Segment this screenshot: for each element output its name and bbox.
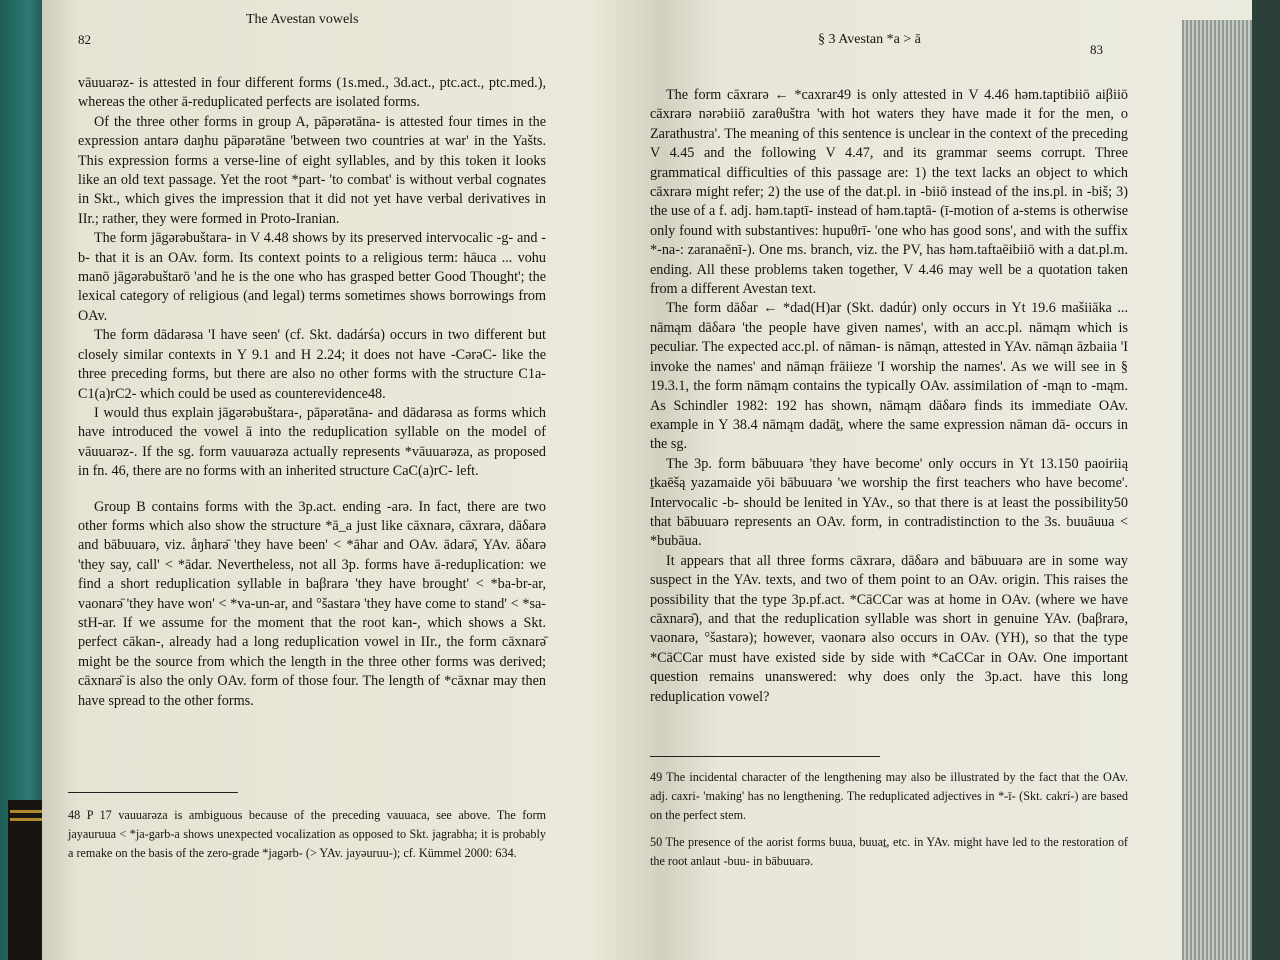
body-text: [78, 74, 546, 711]
paragraph: The 3p. form bābuuarə 'they have become' only occurs in Yt 13.150 paoiriią ṯkaēšą yazamaide yōi bābuuarə 'we worship the first teachers who have become'. Intervocalic -b- should be lenited in YAv., so that there is at least the possibility50 that bābuuarə represents an OAv. form, in contradistinction to the 3s. buuāuua < *bubāua.: [650, 455, 1128, 550]
paragraph: I would thus explain jāgərəbuštara-, pāpərətāna- and dādarəsa as forms which have introduced the vowel ā into the reduplication syllable on the model of vāuuarəz-. If the sg. form vauuarəza actually represents *vāuuarəza, as proposed in fn. 46, there are no forms with an inherited structure CaC(a)rC- left.: [78, 404, 546, 480]
body-text: [650, 86, 1128, 707]
footnotes: [68, 806, 546, 871]
paragraph: It appears that all three forms cāxrarə, dāδarə and bābuuarə are in some way suspect in the YAv. texts, and two of them point to an OAv. origin. This raises the possibility that the type 3p.pf.act. *CāCCar was at home in OAv. (where we have cāxnarə̄), and that the reduplication syllable was short in genuine YAv. (baβrarə, vaonarə, °šastarə); however, vaonarə also occurs in OAv. (YH), so that the type *CāCCar must have existed side by side with *CaCCar in OAv. One important question remains unanswered: why does only the 3p.act. have this long reduplication vowel?: [650, 552, 1128, 705]
page-number: 83: [1090, 42, 1103, 57]
footnote: 49 The incidental character of the lengthening may also be illustrated by the fact that the OAv. adj. caxri- 'making' has no lengthening. The reduplicated adjectives in *-ī- (Skt. cakrí-) are based on the perfect stem.: [650, 770, 1128, 822]
book-spine: [0, 0, 48, 960]
paragraph: The form cāxrarə ← *caxrar49 is only attested in V 4.46 həm.taptibiiō aiβiiō cāxrarə nərəbiiō zaraθuštra 'with hot waters they have made it for the men, o Zarathustra'. The meaning of this sentence is unclear in the context of the preceding V 4.45 and the following V 4.47, and its grammar seems corrupt. Three grammatical difficulties of this passage are: 1) the text lacks an object to which cāxrarə might refer; 2) the use of the dat.pl. in -biiō instead of the ins.pl. in -biš; 3) the use of a f. adj. həm.taptī- instead of həm.taptā- (ī-motion of a-stems is otherwise only found with substantives: hupuθrī- 'one who has good sons', and with the suffix *-na-: zaranaēnī-). One ms. branch, viz. the PV, has həm.taftaēibiiō with a dat.pl.m. ending. All these problems taken together, V 4.46 may well be a quotation taken from a different Avestan text.: [650, 87, 1128, 298]
running-head: The Avestan vowels: [246, 12, 359, 27]
page-number: 82: [78, 32, 91, 47]
paragraph: Group B contains forms with the 3p.act. ending -arə. In fact, there are two other forms which also show the structure *ā_a just like cāxnarə, cāxrarə, dāδarə and bābuuarə, viz. åŋharə̄ 'they have been' < *āhar and OAv. ādarə̄, YAv. āδarə 'they say, call' < *ādar. Nevertheless, not all 3p. forms have ā-reduplication: we find a short reduplication syllable in baβrarə 'they have brought' < *ba-br-ar, vaonarə̄ 'they have won' < *va-un-ar, and °šastarə 'they have come to stand' < *sa-stH-ar. If we assume for the moment that the root kan-, which shows a Skt. perfect cākan-, already had a long reduplication vowel in IIr., the form cāxnarə̄ might be the source from which the length in the three other forms was derived; cāxnarə̄ is also the only OAv. form of those four. The length of *cāxnar may then have spread to the other forms.: [78, 498, 546, 709]
footnote: 50 The presence of the aorist forms buua, buuaṯ, etc. in YAv. might have led to the restoration of the root anlaut -buu- in bābuuarə.: [650, 835, 1128, 868]
page-edges: [1182, 20, 1252, 960]
paragraph: vāuuarəz- is attested in four different forms (1s.med., 3d.act., ptc.act., ptc.med.), whereas the other ā-reduplicated perfects are isolated forms.: [78, 75, 546, 111]
paragraph: The form dādarəsa 'I have seen' (cf. Skt. dadárśa) occurs in two different but closely similar contexts in Y 9.1 and H 2.24; it does not have -CərəC- like the three preceding forms, but there are also no other forms with the structure C1a-C1(a)rC2- which could be used as counterevidence48.: [78, 327, 546, 402]
footnotes: [650, 768, 1128, 879]
right-page: [650, 0, 1130, 960]
paragraph: The form dāδar ← *dad(H)ar (Skt. dadúr) only occurs in Yt 19.6 mašiiāka ... nāmąm dāδarə 'the people have given names', with an acc.pl. nāmąm which is peculiar. The expected acc.pl. of nāman- is nāmąn, attested in YAv. nāmąn āzbaiia 'I invoke the names' and nāmąn frāiieze 'I worship the names'. As we will see in § 19.3.1, the form nāmąm contains the typically OAv. assimilation of -mąn to -mąm. As Schindler 1982: 192 has shown, nāmąm dāδarə finds its immediate OAv. example in Y 38.4 nāmąm dadāṯ, where the same expression nāman dā- occurs in the sg.: [650, 300, 1128, 453]
footnote: 48 P 17 vauuarəza is ambiguous because of the preceding vauuaca, see above. The form jayauruua < *ja-garb-a shows unexpected vocalization as opposed to Skt. jagrabha; it is probably a remake on the basis of the zero-grade *jagərb- (> YAv. jayəuruu-); cf. Kümmel 2000: 634.: [68, 808, 546, 860]
running-head: § 3 Avestan *a > ā: [818, 32, 921, 47]
footnote-rule: [68, 792, 238, 793]
left-page: [68, 0, 548, 960]
paragraph: The form jāgərəbuštara- in V 4.48 shows by its preserved intervocalic -g- and -b- that it is an OAv. form. Its context points to a religious term: hāuca ... vohu manō jāgərəbuštarō 'and he is the one who has grasped better Good Thought'; the lexical category of religious (and legal) terms sometimes shows borrowings from OAv.: [78, 230, 546, 324]
footnote-rule: [650, 756, 880, 757]
paragraph: Of the three other forms in group A, pāpərətāna- is attested four times in the expression antarə daŋhu pāpərətāne 'between two countries at war' in the Yašts. This expression forms a verse-line of eight syllables, and by this token it looks like an old text passage. Yet the root *part- 'to combat' is without verbal cognates in Skt., which gives the impression that it did not yet have verbal derivatives in IIr.; rather, they were formed in Proto-Iranian.: [78, 113, 546, 227]
